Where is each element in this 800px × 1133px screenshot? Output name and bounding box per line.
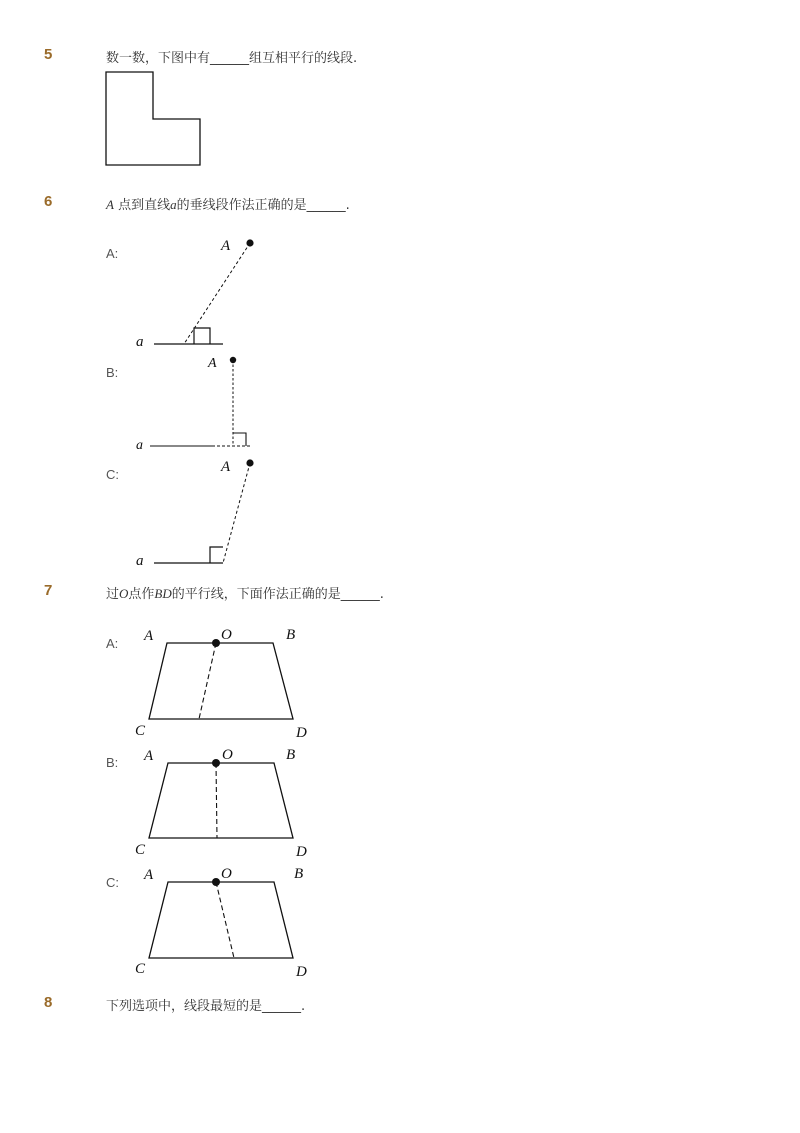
question-text-part: 组互相平行的线段.: [249, 51, 358, 66]
vertex-label: A: [144, 748, 154, 764]
point-dot: [212, 639, 220, 647]
question-text-part: 点作: [128, 587, 155, 602]
vertex-label: B: [286, 747, 296, 763]
answer-blank: ______: [262, 999, 302, 1014]
question-text-part: .: [345, 198, 350, 213]
trapezoid-figure-a: [130, 620, 320, 745]
vertex-label: A: [144, 867, 154, 883]
dashed-segment: [216, 763, 217, 838]
question-text-part: 的平行线，下面作法正确的是: [171, 587, 341, 602]
question-number: 8: [44, 994, 53, 1011]
option-label: B:: [106, 755, 119, 770]
perpendicular-figure-c: [130, 450, 290, 572]
trapezoid-shape: [149, 643, 293, 719]
dashed-segment: [199, 643, 216, 719]
point-label: A: [106, 197, 114, 212]
line-label: a: [136, 553, 144, 569]
vertex-label: O: [222, 747, 233, 763]
question-text-part: .: [301, 999, 306, 1014]
vertex-label: A: [144, 628, 154, 644]
question-text: [106, 583, 384, 602]
question-text-part: 下列选项中，线段最短的是: [106, 999, 263, 1014]
vertex-label: B: [294, 866, 304, 882]
trapezoid-figure-c: [130, 859, 320, 984]
question-text: [106, 194, 350, 213]
question-text-part: .: [379, 587, 384, 602]
point-dot: [212, 759, 220, 767]
question-text-part: 点到直线: [113, 198, 171, 213]
option-label: C:: [106, 467, 119, 482]
line-label: a: [170, 197, 177, 212]
dashed-segment: [216, 882, 234, 958]
vertex-label: D: [296, 844, 307, 860]
point-label: A: [221, 238, 231, 254]
line-label: a: [136, 438, 143, 453]
point-dot: [212, 878, 220, 886]
perpendicular-figure-a: [130, 230, 290, 355]
right-angle-mark: [194, 328, 210, 344]
option-label: B:: [106, 365, 119, 380]
question-text-part: 的垂线段作法正确的是: [176, 198, 307, 213]
point-label: O: [119, 586, 129, 601]
vertex-label: O: [221, 866, 232, 882]
line-label: a: [136, 334, 144, 350]
answer-blank: ______: [306, 198, 346, 213]
trapezoid-shape: [149, 882, 293, 958]
dashed-segment: [223, 463, 250, 563]
question-text: [106, 47, 357, 66]
question-text-part: 数一数，下图中有: [106, 51, 211, 66]
vertex-label: D: [296, 725, 307, 741]
right-angle-mark: [233, 433, 246, 446]
option-label: A:: [106, 636, 119, 651]
answer-blank: ______: [210, 51, 250, 66]
vertex-label: O: [221, 627, 232, 643]
question-text-part: 过: [106, 587, 120, 602]
vertex-label: C: [135, 842, 146, 858]
question-number: 5: [44, 46, 53, 63]
question-number: 6: [44, 193, 53, 210]
vertex-label: B: [286, 627, 296, 643]
option-label: C:: [106, 875, 119, 890]
vertex-label: C: [135, 723, 146, 739]
point-label: A: [208, 356, 217, 371]
vertex-label: D: [296, 964, 307, 980]
segment-label: BD: [154, 586, 172, 601]
answer-blank: ______: [340, 587, 380, 602]
trapezoid-figure-b: [130, 740, 320, 865]
option-label: A:: [106, 246, 119, 261]
l-shape-figure: [100, 66, 210, 171]
perpendicular-figure-b: [130, 350, 290, 455]
point-label: A: [221, 459, 231, 475]
right-angle-mark: [210, 547, 223, 563]
trapezoid-shape: [149, 763, 293, 838]
question-number: 7: [44, 582, 53, 599]
question-text: [106, 995, 305, 1014]
vertex-label: C: [135, 961, 146, 977]
